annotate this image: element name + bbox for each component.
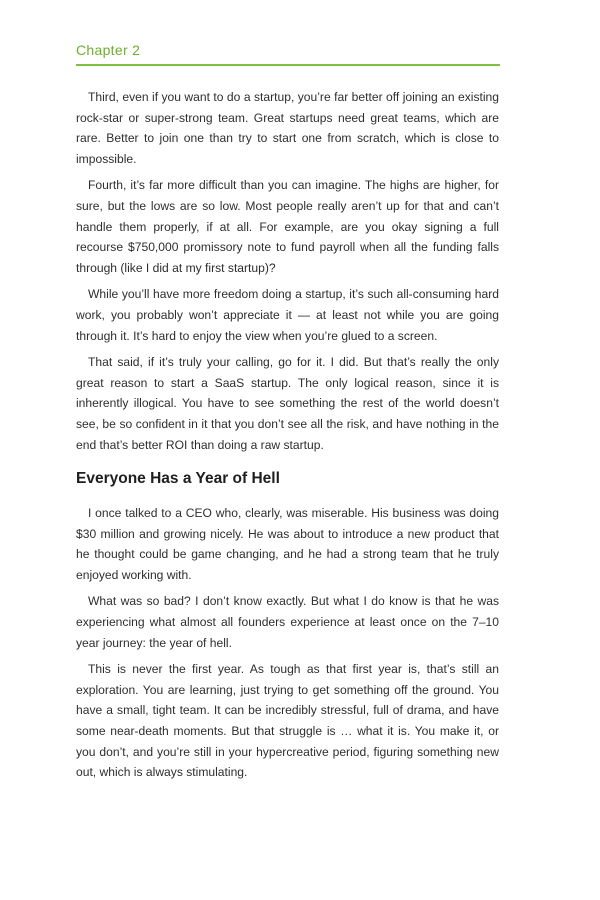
paragraph-never-first-year: This is never the first year. As tough as that first year is, that’s still an exploration. You are learning, just trying to get something off the ground. You have a small, tight team. It can be incredibly stressful, full of drama, and have some near-death moments. But that struggle is … what it is. You make it, or you don’t, and you’re still in your hypercreative period, figuring something new out, which is always stimulating. <box>76 662 499 780</box>
paragraph-ceo: I once talked to a CEO who, clearly, was miserable. His business was doing $30 million and growing nicely. He was about to introduce a new product that he thought could be game changing, and he had a strong team that he truly enjoyed working with. <box>76 506 499 582</box>
paragraph-fourth: Fourth, it’s far more difficult than you can imagine. The highs are higher, for sure, but the lows are so low. Most people really aren’t up for that and can’t handle them properly, if at all. For example, are you okay signing a full recourse $750,000 promissory note to fund payroll when all the funding falls through (like I did at my first startup)? <box>76 178 499 275</box>
paragraph-what-was-so-bad: What was so bad? I don’t know exactly. But what I do know is that he was experiencing what almost all founders experience at least once on the 7–10 year journey: the year of hell. <box>76 594 499 650</box>
paragraph-freedom: While you’ll have more freedom doing a startup, it’s such all-consuming hard work, you probably won’t appreciate it — at least not while you are going through it. It’s hard to enjoy the view when you’re glued to a screen. <box>76 287 499 343</box>
section-heading: Everyone Has a Year of Hell <box>76 470 280 488</box>
paragraph-calling: That said, if it’s truly your calling, go for it. I did. But that’s really the only great reason to start a SaaS startup. The only logical reason, since it is inherently illogical. You have to see something the rest of the world doesn’t see, be so confident in it that you don’t see all the risk, and have nothing in the end that’s better ROI than doing a raw startup. <box>76 355 499 452</box>
body-text <box>76 87 499 789</box>
paragraph-third: Third, even if you want to do a startup, you’re far better off joining an existing rock-star or super-strong team. Great startups need great teams, which are rare. Better to join one than try to start one from scratch, which is close to impossible. <box>76 90 499 166</box>
header-divider <box>76 64 500 66</box>
running-header-chapter: Chapter 2 <box>76 42 141 58</box>
